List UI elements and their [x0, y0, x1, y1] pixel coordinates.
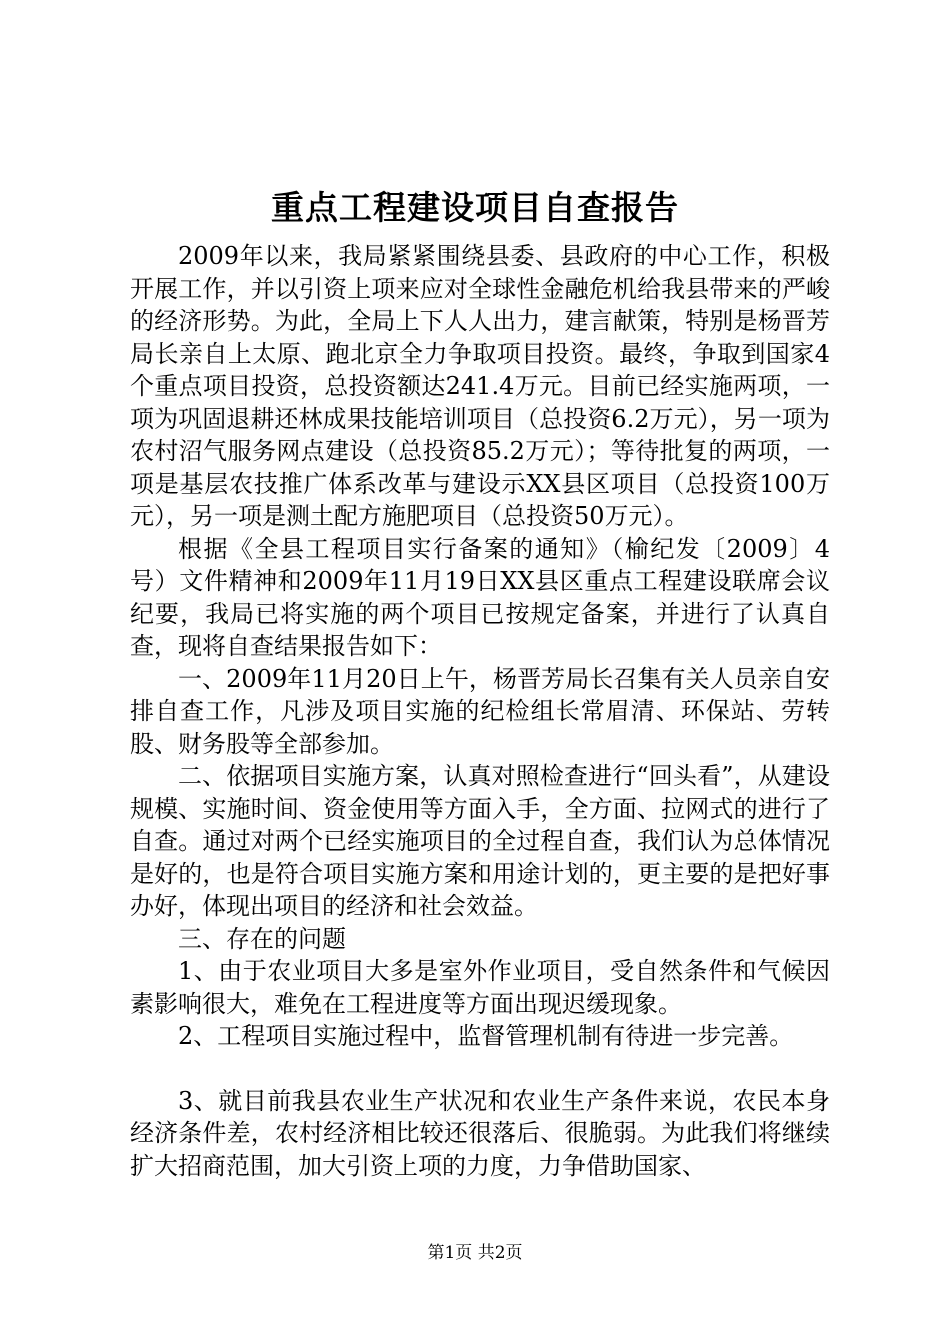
document-title: 重点工程建设项目自查报告 [271, 188, 679, 227]
paragraph-intro: 2009年以来，我局紧紧围绕县委、县政府的中心工作，积极开展工作，并以引资上项来应对全球性金融危机给我县带来的严峻的经济形势。为此，全局上下人人出力，建言献策，特别是杨晋芳局长亲自上太原、跑北京全力争取项目投资。最终，争取到国家4个重点项目投资，总投资额达241.4万元。目前已经实施两项，一项为巩固退耕还林成果技能培训项目（总投资6.2万元），另一项为农村沼气服务网点建设（总投资85.2万元）；等待批复的两项，一项是基层农技推广体系改革与建设示XX县区项目（总投资100万元），另一项是测土配方施肥项目（总投资50万元）。 [130, 242, 830, 530]
paragraph-section-1: 一、2009年11月20日上午，杨晋芳局长召集有关人员亲自安排自查工作，凡涉及项目实施的纪检组长常眉清、环保站、劳转股、财务股等全部参加。 [130, 664, 830, 758]
paragraph-issue-1: 1、由于农业项目大多是室外作业项目，受自然条件和气候因素影响很大，难免在工程进度等方面出现迟缓现象。 [130, 957, 830, 1018]
paragraph-section-3-heading: 三、存在的问题 [178, 924, 346, 953]
paragraph-basis: 根据《全县工程项目实行备案的通知》（榆纪发〔2009〕4号）文件精神和2009年11月19日XX县区重点工程建设联席会议纪要，我局已将实施的两个项目已按规定备案，并进行了认真自查，现将自查结果报告如下： [130, 534, 830, 660]
paragraph-issue-2: 2、工程项目实施过程中，监督管理机制有待进一步完善。 [178, 1022, 794, 1050]
page-number-footer: 第1页 共2页 [427, 1243, 523, 1263]
paragraph-section-2: 二、依据项目实施方案，认真对照检查进行“回头看”，从建设规模、实施时间、资金使用等方面入手，全方面、拉网式的进行了自查。通过对两个已经实施项目的全过程自查，我们认为总体情况是好的，也是符合项目实施方案和用途计划的，更主要的是把好事办好，体现出项目的经济和社会效益。 [130, 762, 830, 920]
document-body [130, 240, 830, 1182]
paragraph-issue-3: 3、就目前我县农业生产状况和农业生产条件来说，农民本身经济条件差，农村经济相比较还很落后、很脆弱。为此我们将继续扩大招商范围，加大引资上项的力度，力争借助国家、 [130, 1086, 830, 1180]
